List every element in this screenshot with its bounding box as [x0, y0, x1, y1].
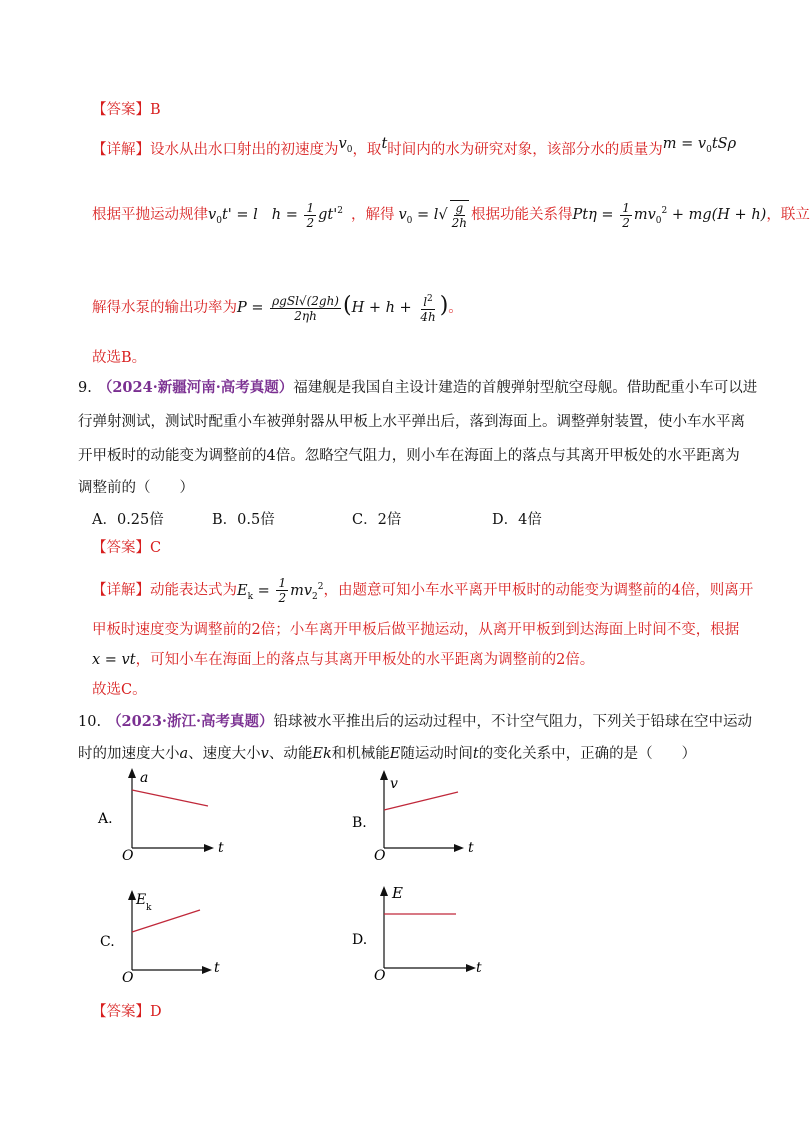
explain1-line2 [92, 200, 810, 231]
formula-mass: $m = v_0tS\rho$ [662, 136, 737, 155]
explain-text: ，联立 [766, 207, 810, 223]
q10-text: 、速度大小 [188, 746, 261, 762]
conclusion-1: 故选B。 [92, 350, 147, 366]
explain-text: 。 [448, 300, 463, 316]
q9-option-c[interactable]: C．2倍 [352, 512, 402, 528]
graph-a-origin: O [122, 848, 134, 864]
graph-a-x-label: t [218, 840, 224, 856]
x-axis-arrow [204, 844, 214, 852]
graph-b-svg [348, 770, 498, 862]
graph-c-line [132, 910, 200, 932]
answer-bracket: 【答案】 [92, 540, 150, 556]
q9-number: 9. [78, 380, 92, 396]
explain-text: ，由题意可知小车水平离开甲板时的动能变为调整前的4倍，则离开 [323, 582, 754, 599]
graph-c-svg [96, 888, 246, 984]
answer-bracket: 【答案】 [92, 102, 150, 118]
explain-label: 【详解】 [92, 142, 150, 158]
graph-c-origin: O [122, 970, 134, 986]
graph-option-b[interactable] [348, 770, 498, 862]
y-axis-arrow [380, 886, 388, 896]
q10-text: 、动能 [268, 746, 313, 762]
explain-text: 根据平抛运动规律 [92, 207, 208, 223]
explain2-line2: 甲板时速度变为调整前的2倍；小车离开甲板后做平抛运动，从离开甲板到到达海面上时间不变，根据 [92, 622, 740, 638]
formula-v0-solve: $v_0 = l√$ $\frac{g}{2h}$ [398, 201, 468, 230]
explain2-line1 [92, 576, 753, 606]
answer-line-3 [92, 1002, 162, 1022]
answer-value: B [150, 102, 161, 118]
explain1-line1 [92, 136, 737, 166]
answer-value: D [150, 1004, 162, 1020]
q10-source: （2023·浙江·高考真题） [107, 713, 274, 730]
explain-label: 【详解】 [92, 582, 150, 599]
var-e: E [389, 746, 401, 762]
q9-option-d[interactable]: D．4倍 [492, 512, 542, 528]
graph-d-origin: O [374, 968, 386, 984]
graph-a-option-label: A. [98, 811, 113, 827]
graph-c-y-label: E [136, 892, 147, 908]
q9-line3: 开甲板时的动能变为调整前的4倍。忽略空气阻力，则小车在海面上的落点与其离开甲板处的水平距离为 [78, 448, 740, 464]
q10-line2 [78, 744, 696, 764]
var-a: a [179, 746, 189, 762]
graph-c-option-label: C. [100, 934, 115, 950]
answer-line-1 [92, 100, 161, 120]
x-axis-arrow [454, 844, 464, 852]
q10-text: 时的加速度大小 [78, 746, 180, 762]
graph-c-x-label: t [214, 960, 220, 976]
q9-line1 [78, 378, 757, 398]
answer-bracket: 【答案】 [92, 1004, 150, 1020]
graph-b-y-label: v [390, 776, 398, 792]
q9-option-b[interactable]: B．0.5倍 [212, 512, 275, 528]
formula-vertical: h = $\frac{1}{2}$ $gt'^2$ [271, 200, 343, 230]
graph-c-y-sub: k [146, 903, 152, 913]
graph-d-x-label: t [476, 960, 482, 976]
explain-text: ，可知小车在海面上的落点与其离开甲板处的水平距离为调整前的2倍。 [135, 652, 595, 668]
explain-text: 动能表达式为 [150, 582, 237, 599]
graph-b-origin: O [374, 848, 386, 864]
graph-d-option-label: D. [352, 932, 368, 948]
formula-horizontal: $v_0t' = l$ [208, 207, 258, 226]
graph-d-svg [352, 882, 502, 982]
x-axis-arrow [202, 966, 212, 974]
explain2-line3 [92, 650, 594, 670]
answer-value: C [150, 540, 162, 556]
graph-a-svg [92, 768, 242, 864]
q10-number: 10. [78, 714, 102, 730]
q10-text: 随运动时间 [400, 746, 473, 762]
graph-b-option-label: B. [352, 815, 367, 831]
explain-text: 解得水泵的输出功率为 [92, 300, 237, 316]
q9-line4: 调整前的（ ） [78, 480, 194, 496]
formula-energy: Ptη = $\frac{1}{2}$ $mv_0^2 + mg(H + h)$ [572, 200, 767, 230]
formula-t: t [381, 136, 388, 152]
y-axis-arrow [380, 770, 388, 780]
explain-text: 根据功能关系得 [471, 207, 573, 223]
explain-text: 设水从出水口射出的初速度为 [150, 142, 339, 158]
q9-line2: 行弹射测试，测试时配重小车被弹射器从甲板上水平弹出后，落到海面上。调整弹射装置，使小车水平离 [78, 414, 745, 430]
conclusion-2: 故选C。 [92, 682, 147, 698]
y-axis-arrow [128, 890, 136, 900]
graph-option-d[interactable] [352, 882, 502, 982]
explain-text: ，解得 [350, 207, 395, 223]
graph-option-c[interactable] [96, 888, 246, 984]
var-ek: Ek [312, 746, 332, 762]
y-axis-arrow [128, 768, 136, 778]
graph-b-line [384, 792, 458, 810]
q10-text1: 铅球被水平推出后的运动过程中，不计空气阻力，下列关于铅球在空中运动 [273, 714, 753, 730]
formula-xvt: x = vt [92, 652, 136, 668]
q10-line1 [78, 712, 752, 732]
q9-text1: 福建舰是我国自主设计建造的首艘弹射型航空母舰。借助配重小车可以进 [293, 380, 758, 396]
explain-text: ，取 [352, 142, 382, 158]
q9-option-a[interactable]: A．0.25倍 [92, 512, 164, 528]
q10-text: 和机械能 [331, 746, 390, 762]
graph-d-y-label: E [392, 884, 403, 902]
x-axis-arrow [466, 964, 476, 972]
var-v: v [260, 746, 269, 762]
graph-b-x-label: t [468, 840, 474, 856]
formula-power: P = $\frac{\text{ρgSl√(2gh)}}{2\eta h}$ (H + h + $\frac{l^2}{4h}$ ) [237, 293, 449, 324]
explain1-line3 [92, 292, 463, 324]
graph-a-line [132, 790, 208, 806]
formula-v0: $v_0$ [338, 136, 353, 155]
graph-a-y-label: a [140, 770, 149, 786]
explain-text: 时间内的水为研究对象，该部分水的质量为 [387, 142, 663, 158]
q9-source: （2024·新疆河南·高考真题） [97, 379, 294, 396]
graph-option-a[interactable] [92, 768, 242, 864]
answer-line-2 [92, 538, 161, 558]
var-t: t [472, 746, 479, 762]
formula-ek: $E_k$ = $\frac{1}{2}$ $mv_2^2$ [237, 576, 324, 605]
q10-text: 的变化关系中，正确的是（ ） [478, 746, 697, 762]
